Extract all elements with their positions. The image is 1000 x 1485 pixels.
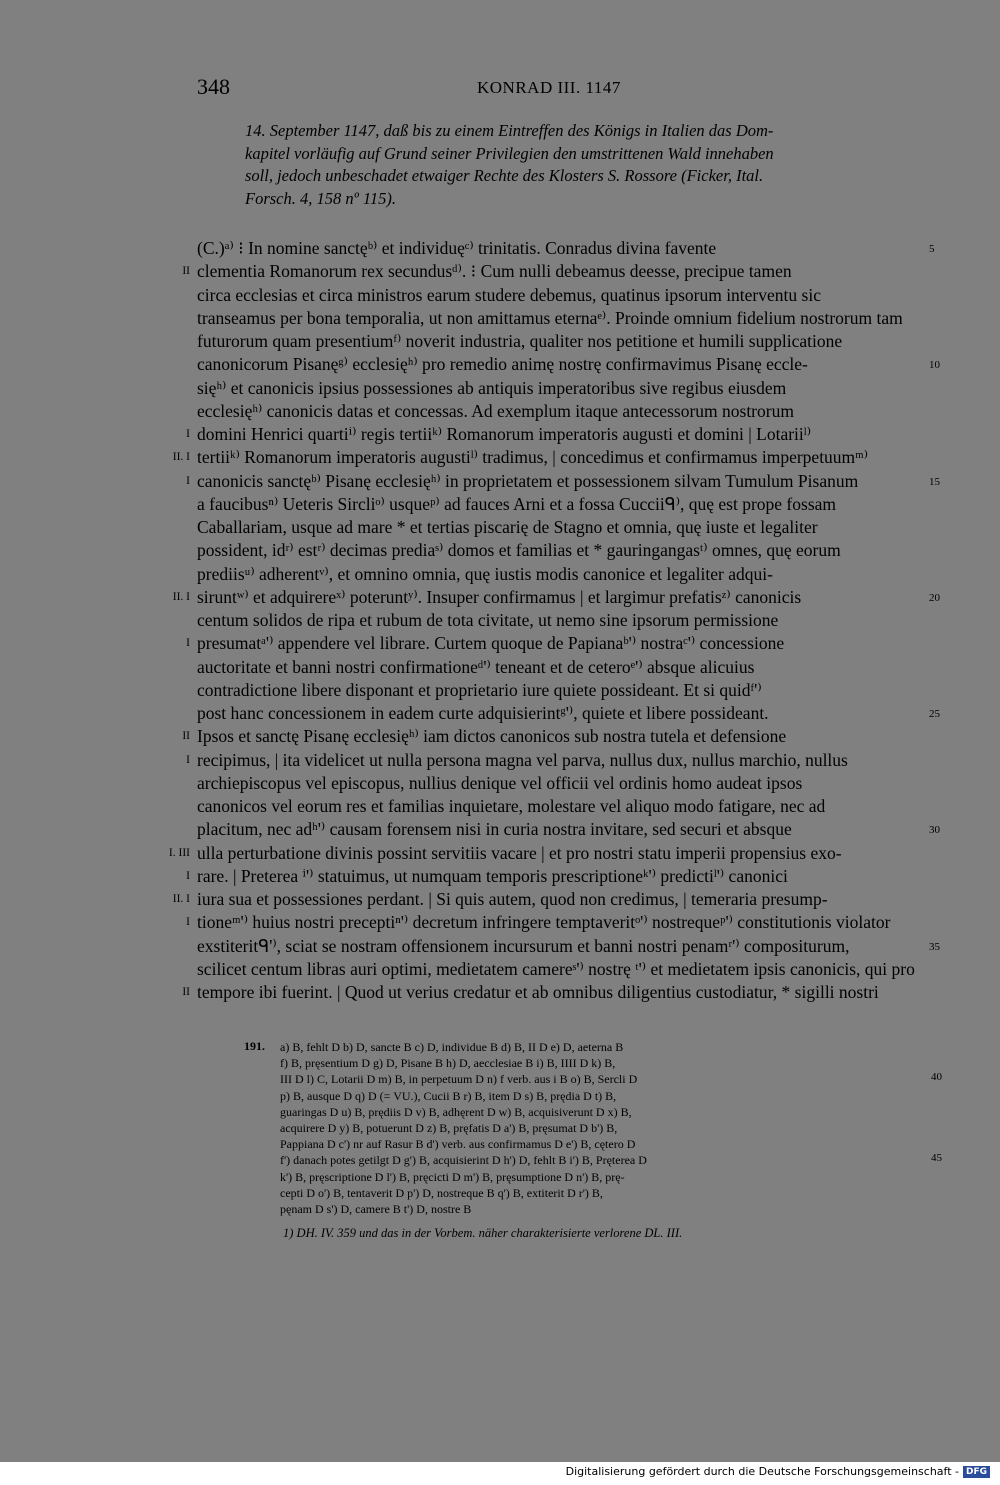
text-line: presumatᵃ'⁾ appendere vel librare. Curtem quoque de Papianaᵇ'⁾ nostraᶜ'⁾ concessione	[197, 633, 785, 654]
text-line: scilicet centum libras auri optimi, medietatem camereˢ'⁾ nostrę ᵗ'⁾ et medietatem ipsis canonicis, qui pro	[197, 958, 915, 979]
text-line: canonicos vel eorum res et familias inquietare, molestare vel aliquo modo fatigare, nec ad	[197, 796, 826, 816]
note-number: 191.	[244, 1039, 265, 1053]
margin-siglum: II. I	[172, 590, 190, 603]
text-line: domini Henrici quartiⁱ⁾ regis tertiiᵏ⁾ Romanorum imperatoris augusti et domini | Lotariiˡ⁾	[197, 424, 811, 444]
text-line: exstiteritᑫ'⁾, sciat se nostram offensionem incursurum et banni nostri penamʳ'⁾ compositurum,	[197, 935, 850, 956]
text-line: rare. | Preterea ⁱ'⁾ statuimus, ut numquam temporis prescriptioneᵏ'⁾ predictiˡ'⁾ canonici	[197, 865, 788, 886]
running-head: KONRAD III. 1147	[477, 78, 621, 97]
text-line: tertiiᵏ⁾ Romanorum imperatoris augustiˡ⁾ tradimus, | concedimus et confirmamus imperpetuumᵐ⁾	[197, 447, 869, 468]
text-line: possident, idʳ⁾ estʳ⁾ decimas prediaˢ⁾ domos et familias et * gauringangasᵗ⁾ omnes, quę eorum	[197, 540, 841, 561]
text-line: auctoritate et banni nostri confirmationeᵈ'⁾ teneant et de ceteroᵉ'⁾ absque alicuius	[197, 656, 755, 677]
text-line: canonicorum Pisanęᵍ⁾ ecclesięʰ⁾ pro remedio animę nostrę confirmavimus Pisanę eccle-	[197, 354, 808, 375]
line-number: 25	[929, 708, 940, 720]
margin-siglum: II	[182, 986, 190, 998]
text-line: post hanc concessionem in eadem curte adquisierintᵍ'⁾, quiete et libere possideant.	[197, 703, 769, 723]
intro-line: Forsch. 4, 158 nº 115).	[245, 188, 397, 208]
page-number: 348	[197, 74, 230, 99]
intro-line: kapitel vorläufig auf Grund seiner Privilegien den umstrittenen Wald innehaben	[245, 143, 774, 163]
text-line: Ipsos et sanctę Pisanę ecclesięʰ⁾ iam dictos canonicos sub nostra tutela et defensione	[197, 726, 787, 747]
text-line: recipimus, | ita videlicet ut nulla persona magna vel parva, nullus dux, nullus marchio, nullus	[197, 749, 848, 770]
margin-siglum: II. I	[172, 451, 190, 464]
note-line: f) B, pręsentium D g) D, Pisane B h) D, aecclesiae B i) B, IIII D k) B,	[280, 1056, 616, 1071]
text-line: tempore ibi fuerint. | Quod ut verius credatur et ab omnibus diligentius custodiatur, * sigilli nostri	[197, 982, 879, 1002]
margin-siglum: I	[186, 474, 190, 487]
note-line: acquirere D y) B, potuerunt D z) B, pręfatis D a') B, pręsumat D b') B,	[280, 1121, 618, 1136]
text-line: a faucibusⁿ⁾ Ueteris Sircliᵒ⁾ usqueᵖ⁾ ad fauces Arni et a fossa Cucciiᑫ⁾, quę est prope fossam	[197, 493, 837, 514]
note-line: cepti D o') B, tentaverit D p') D, nostreque B q') B, extiterit D r') B,	[280, 1185, 603, 1200]
line-number: 10	[929, 359, 940, 372]
note-line: a) B, fehlt D b) D, sancte B c) D, individue B d) B, II D e) D, aeterna B	[280, 1040, 624, 1054]
note-line: Pappiana D c') nr auf Rasur B d') verb. aus confirmamus D e') B, cętero D	[280, 1137, 636, 1152]
text-line: transeamus per bona temporalia, ut non amittamus eternaᵉ⁾. Proinde omnium fidelium nostrorum tam	[197, 307, 903, 328]
line-number: 15	[929, 475, 940, 488]
text-line: siruntʷ⁾ et adquirereˣ⁾ poteruntʸ⁾. Insuper confirmamus | et largimur prefatisᶻ⁾ canonicis	[197, 586, 802, 607]
line-number: 30	[929, 824, 940, 837]
margin-siglum: I	[186, 428, 190, 440]
text-line: centum solidos de ripa et rubum de tota civitate, ut nemo sine ipsorum permissione	[197, 610, 779, 630]
critical-apparatus	[244, 1039, 928, 1217]
margin-siglum: I. III	[168, 846, 190, 859]
line-number: 40	[931, 1071, 942, 1084]
line-number: 20	[929, 591, 940, 604]
margin-siglum: I	[186, 916, 190, 929]
text-line: prediisᵘ⁾ adherentᵛ⁾, et omnino omnia, quę iustis modis canonice et legaliter adqui-	[197, 563, 773, 584]
note-line: p) B, ausque D q) D (= VU.), Cucii B r) B, item D s) B, prędia D t) B,	[280, 1088, 617, 1103]
text-line: contradictione libere disponant et proprietario iure quiete possideant. Et si quidᶠ'⁾	[197, 679, 762, 700]
line-number: 45	[931, 1152, 942, 1165]
text-line: circa ecclesias et circa ministros earum studere debemus, quatinus ipsorum interventu sic	[197, 284, 821, 305]
margin-siglum: I	[186, 637, 190, 650]
dfg-logo: DFG	[963, 1466, 990, 1478]
note-line: guaringas D u) B, prędiis D v) B, adhęrent D w) B, acquisiverunt D x) B,	[280, 1104, 632, 1119]
margin-siglum: I	[186, 869, 190, 882]
text-line: canonicis sanctęᵇ⁾ Pisanę ecclesięʰ⁾ in proprietatem et possessionem silvam Tumulum Pisanum	[197, 470, 859, 491]
text-line: clementia Romanorum rex secundusᵈ⁾. ⁝ Cum nulli debeamus deesse, precipue tamen	[197, 261, 792, 282]
text-line: (C.)ᵃ⁾ ⁝ In nomine sanctęᵇ⁾ et individuęᶜ⁾ trinitatis. Conradus divina favente	[197, 238, 717, 258]
intro-line: 14. September 1147, daß bis zu einem Eintreffen des Königs in Italien das Dom-	[245, 121, 774, 140]
text-line: tioneᵐ'⁾ huius nostri preceptiⁿ'⁾ decretum infringere temptaveritᵒ'⁾ nostrequeᵖ'⁾ constitutionis violator	[197, 912, 891, 933]
text-line: sięʰ⁾ et canonicis ipsius possessiones ab antiquis imperatoribus sive regibus eiusdem	[197, 377, 787, 398]
margin-siglum: II	[182, 730, 190, 743]
line-number: 35	[929, 940, 940, 953]
margin-siglum: II. I	[172, 893, 190, 905]
margin-siglum: II	[182, 265, 190, 278]
funding-text: Digitalisierung gefördert durch die Deutsche Forschungsgemeinschaft -	[565, 1465, 959, 1478]
text-line: futurorum quam presentiumᶠ⁾ noverit industria, qualiter nos petitione et humili supplicatione	[197, 331, 843, 351]
footnote: 1) DH. IV. 359 und das in der Vorbem. näher charakterisierte verlorene DL. III.	[283, 1226, 683, 1240]
text-line: archiepiscopus vel episcopus, nullius denique vel officii vel ordinis homo audeat ipsos	[197, 772, 803, 793]
text-line: Caballariam, usque ad mare * et tertias piscarię de Stagno et omnia, quę iuste et legaliter	[197, 517, 818, 537]
line-number: 5	[929, 243, 935, 255]
note-line: f') danach potes getilgt D g') B, acquisierint D h') D, fehlt B i') B, Pręterea D	[280, 1153, 647, 1168]
note-line: pęnam D s') D, camere B t') D, nostre B	[280, 1202, 472, 1217]
text-line: placitum, nec adʰ'⁾ causam forensem nisi in curia nostra invitare, sed securi et absque	[197, 819, 792, 840]
regest-intro	[245, 120, 925, 210]
text-line: iura sua et possessiones perdant. | Si quis autem, quod non credimus, | temeraria presump-	[197, 889, 828, 909]
margin-siglum: I	[186, 753, 190, 766]
intro-line: soll, jedoch unbeschadet etwaiger Rechte des Klosters S. Rossore (Ficker, Ital.	[245, 166, 764, 185]
funding-bar	[566, 1465, 990, 1478]
text-line: ulla perturbatione divinis possint servitiis vacare | et pro nostri statu imperii propensius exo-	[197, 842, 842, 863]
note-line: k') B, pręscriptione D l') B, pręcicti D m') B, pręsumptione D n') B, prę-	[280, 1169, 625, 1184]
text-line: ecclesięʰ⁾ canonicis datas et concessas. Ad exemplum itaque antecessorum nostrorum	[197, 400, 794, 421]
note-line: III D l) C, Lotarii D m) B, in perpetuum D n) f verb. aus i B o) B, Sercli D	[280, 1072, 638, 1087]
